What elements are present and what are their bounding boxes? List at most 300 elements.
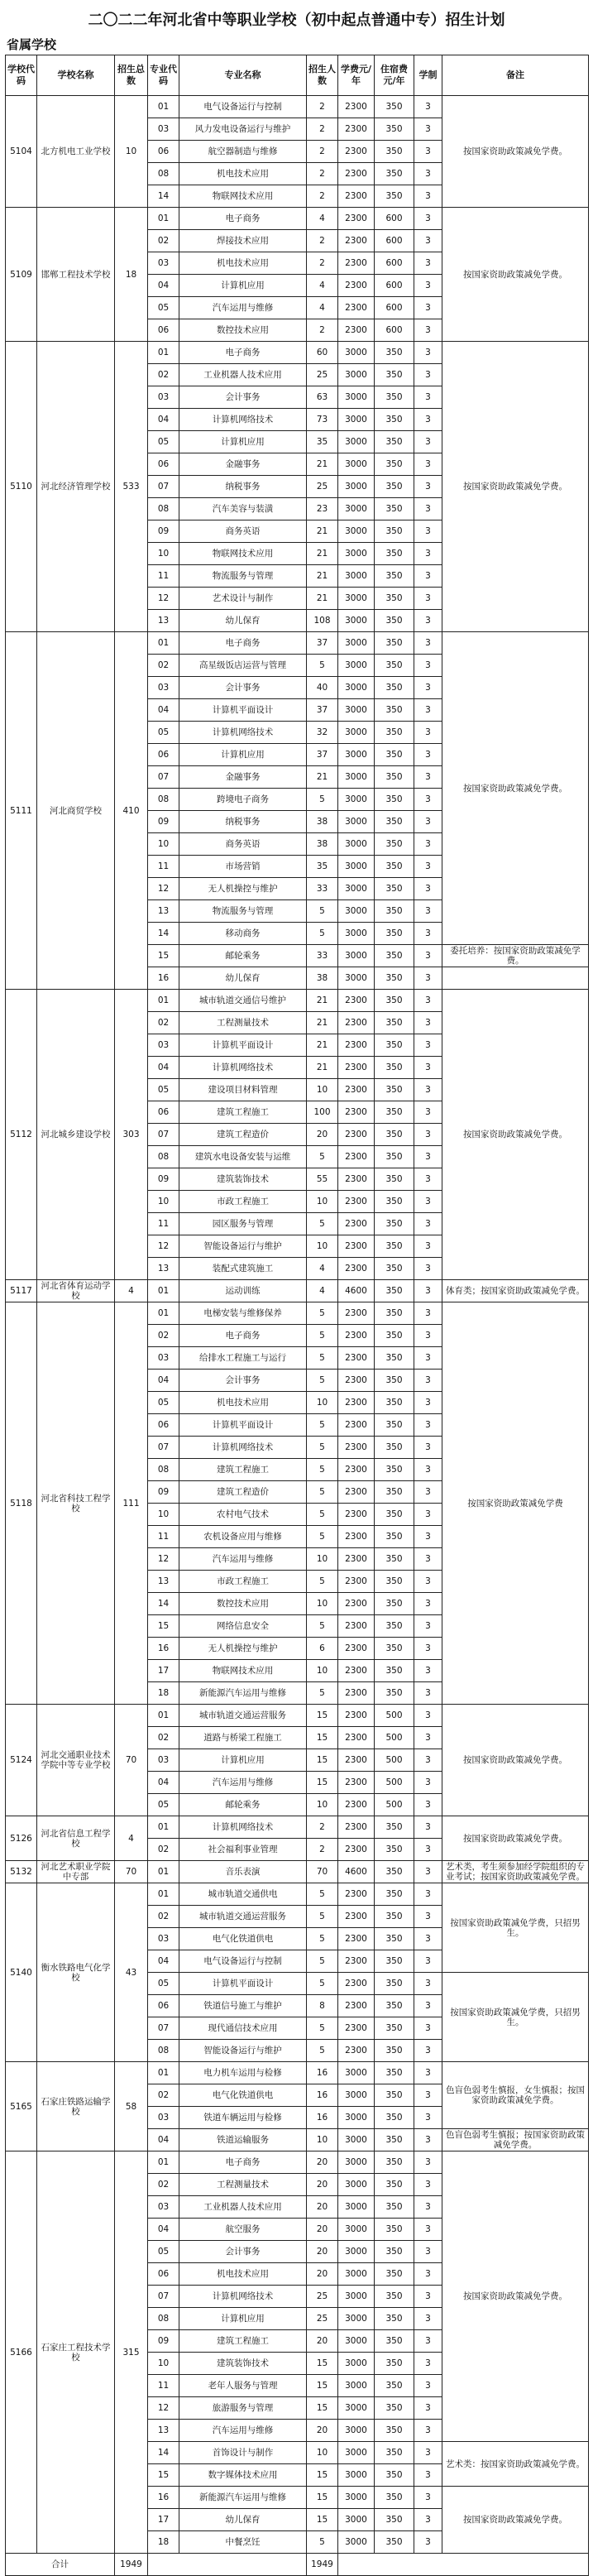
dorm-fee-cell: 350 xyxy=(375,1347,414,1370)
major-name-cell: 幼儿保育 xyxy=(179,2509,307,2531)
major-name-cell: 航空服务 xyxy=(179,2219,307,2241)
major-name-cell: 会计事务 xyxy=(179,386,307,409)
enroll-count-cell: 16 xyxy=(307,2084,338,2107)
enroll-count-cell: 20 xyxy=(307,2330,338,2353)
enroll-count-cell: 5 xyxy=(307,1459,338,1481)
dorm-fee-cell: 600 xyxy=(375,297,414,319)
enroll-count-cell: 10 xyxy=(307,1079,338,1101)
major-name-cell: 计算机应用 xyxy=(179,2308,307,2330)
duration-cell: 3 xyxy=(414,699,442,722)
major-code-cell: 08 xyxy=(148,2308,179,2330)
tuition-cell: 2300 xyxy=(338,1124,375,1146)
major-code-cell: 01 xyxy=(148,990,179,1012)
enroll-count-cell: 10 xyxy=(307,1191,338,1213)
tuition-cell: 2300 xyxy=(338,1191,375,1213)
major-name-cell: 音乐表演 xyxy=(179,1861,307,1883)
school-code-cell: 5111 xyxy=(6,632,37,990)
major-code-cell: 10 xyxy=(148,543,179,565)
dorm-fee-cell: 350 xyxy=(375,364,414,386)
duration-cell: 3 xyxy=(414,141,442,163)
major-name-cell: 现代通信技术应用 xyxy=(179,2017,307,2040)
major-code-cell: 02 xyxy=(148,1727,179,1749)
duration-cell: 3 xyxy=(414,163,442,185)
enroll-count-cell: 15 xyxy=(307,1749,338,1772)
major-code-cell: 06 xyxy=(148,744,179,766)
major-name-cell: 铁道信号施工与维护 xyxy=(179,1995,307,2017)
tuition-cell: 3000 xyxy=(338,588,375,610)
header-school-code: 学校代码 xyxy=(6,55,37,96)
major-name-cell: 汽车运用与维修 xyxy=(179,1548,307,1571)
major-code-cell: 09 xyxy=(148,2330,179,2353)
dorm-fee-cell: 350 xyxy=(375,1950,414,1973)
major-code-cell: 02 xyxy=(148,230,179,252)
enroll-count-cell: 2 xyxy=(307,319,338,342)
duration-cell: 3 xyxy=(414,2375,442,2397)
major-code-cell: 05 xyxy=(148,1392,179,1414)
note-cell: 按国家资助政策减免学费。 xyxy=(442,990,589,1280)
major-name-cell: 装配式建筑施工 xyxy=(179,1258,307,1280)
note-cell: 按国家资助政策减免学费。 xyxy=(442,342,589,632)
duration-cell: 3 xyxy=(414,1079,442,1101)
dorm-fee-cell: 350 xyxy=(375,520,414,543)
duration-cell: 3 xyxy=(414,766,442,789)
major-code-cell: 01 xyxy=(148,2062,179,2084)
enroll-count-cell: 21 xyxy=(307,766,338,789)
enroll-count-cell: 5 xyxy=(307,1213,338,1235)
major-code-cell: 02 xyxy=(148,2084,179,2107)
tuition-cell: 3000 xyxy=(338,364,375,386)
major-name-cell: 建筑工程施工 xyxy=(179,1459,307,1481)
tuition-cell: 3000 xyxy=(338,453,375,476)
major-name-cell: 铁道运输服务 xyxy=(179,2129,307,2151)
tuition-cell: 2300 xyxy=(338,1168,375,1191)
enroll-count-cell: 37 xyxy=(307,632,338,655)
total-label-cell: 合计 xyxy=(6,2554,115,2576)
tuition-cell: 2300 xyxy=(338,208,375,230)
tuition-cell: 2300 xyxy=(338,1079,375,1101)
tuition-cell: 2300 xyxy=(338,1213,375,1235)
table-row xyxy=(6,342,589,364)
dorm-fee-cell: 350 xyxy=(375,2442,414,2464)
tuition-cell: 2300 xyxy=(338,1548,375,1571)
school-total-cell: 4 xyxy=(115,1280,148,1302)
dorm-fee-cell: 350 xyxy=(375,2531,414,2554)
tuition-cell: 3000 xyxy=(338,2196,375,2219)
duration-cell: 3 xyxy=(414,1437,442,1459)
tuition-cell: 2300 xyxy=(338,1593,375,1615)
dorm-fee-cell: 350 xyxy=(375,1816,414,1839)
header-school-name: 学校名称 xyxy=(37,55,115,96)
dorm-fee-cell: 350 xyxy=(375,1526,414,1548)
major-name-cell: 市场营销 xyxy=(179,856,307,878)
enroll-count-cell: 16 xyxy=(307,2107,338,2129)
major-name-cell: 智能设备运行与维护 xyxy=(179,1235,307,1258)
dorm-fee-cell: 350 xyxy=(375,1660,414,1682)
tuition-cell: 3000 xyxy=(338,565,375,588)
duration-cell: 3 xyxy=(414,1682,442,1705)
enroll-count-cell: 5 xyxy=(307,1504,338,1526)
enroll-count-cell: 5 xyxy=(307,1906,338,1928)
major-code-cell: 05 xyxy=(148,1973,179,1995)
enroll-count-cell: 10 xyxy=(307,1235,338,1258)
major-code-cell: 01 xyxy=(148,96,179,118)
major-name-cell: 会计事务 xyxy=(179,1370,307,1392)
major-name-cell: 计算机网络技术 xyxy=(179,409,307,431)
major-name-cell: 计算机应用 xyxy=(179,275,307,297)
grand-total-cell: 1949 xyxy=(115,2554,148,2576)
school-name-cell: 石家庄铁路运输学校 xyxy=(37,2062,115,2151)
major-name-cell: 建筑工程施工 xyxy=(179,2330,307,2353)
tuition-cell: 3000 xyxy=(338,2487,375,2509)
major-code-cell: 15 xyxy=(148,945,179,967)
school-total-cell: 70 xyxy=(115,1705,148,1816)
major-name-cell: 建设项目材料管理 xyxy=(179,1079,307,1101)
note-cell: 按国家资助政策减免学费。 xyxy=(442,208,589,342)
table-row xyxy=(6,1302,589,1325)
major-code-cell: 11 xyxy=(148,565,179,588)
tuition-cell: 2300 xyxy=(338,230,375,252)
tuition-cell: 3000 xyxy=(338,2330,375,2353)
enroll-count-cell: 40 xyxy=(307,677,338,699)
dorm-fee-cell: 350 xyxy=(375,655,414,677)
school-name-cell: 石家庄工程技术学校 xyxy=(37,2151,115,2554)
duration-cell: 3 xyxy=(414,1213,442,1235)
dorm-fee-cell: 350 xyxy=(375,1213,414,1235)
dorm-fee-cell: 350 xyxy=(375,2420,414,2442)
major-code-cell: 14 xyxy=(148,2442,179,2464)
tuition-cell: 3000 xyxy=(338,2241,375,2263)
major-code-cell: 06 xyxy=(148,1101,179,1124)
major-code-cell: 08 xyxy=(148,498,179,520)
major-code-cell: 01 xyxy=(148,1280,179,1302)
major-name-cell: 物流服务与管理 xyxy=(179,900,307,923)
duration-cell: 3 xyxy=(414,1861,442,1883)
dorm-fee-cell: 500 xyxy=(375,1772,414,1794)
duration-cell: 3 xyxy=(414,230,442,252)
major-code-cell: 04 xyxy=(148,1370,179,1392)
enroll-count-cell: 2 xyxy=(307,1839,338,1861)
major-name-cell: 电梯安装与维修保养 xyxy=(179,1302,307,1325)
major-name-cell: 电气化铁道供电 xyxy=(179,1928,307,1950)
tuition-cell: 3000 xyxy=(338,945,375,967)
tuition-cell: 3000 xyxy=(338,431,375,453)
tuition-cell: 3000 xyxy=(338,744,375,766)
major-name-cell: 邮轮乘务 xyxy=(179,1794,307,1816)
duration-cell: 3 xyxy=(414,252,442,275)
tuition-cell: 2300 xyxy=(338,1705,375,1727)
dorm-fee-cell: 350 xyxy=(375,967,414,990)
major-code-cell: 05 xyxy=(148,297,179,319)
duration-cell: 3 xyxy=(414,1593,442,1615)
tuition-cell: 3000 xyxy=(338,2375,375,2397)
enroll-count-cell: 55 xyxy=(307,1168,338,1191)
enroll-count-cell: 21 xyxy=(307,543,338,565)
major-name-cell: 工业机器人技术应用 xyxy=(179,364,307,386)
tuition-cell: 2300 xyxy=(338,1414,375,1437)
duration-cell: 3 xyxy=(414,2017,442,2040)
enroll-count-cell: 2 xyxy=(307,230,338,252)
school-name-cell: 河北省信息工程学校 xyxy=(37,1816,115,1861)
major-name-cell: 航空器制造与维修 xyxy=(179,141,307,163)
major-code-cell: 12 xyxy=(148,2397,179,2420)
major-name-cell: 建筑工程施工 xyxy=(179,1101,307,1124)
enroll-count-cell: 38 xyxy=(307,967,338,990)
major-name-cell: 纳税事务 xyxy=(179,476,307,498)
note-cell: 按国家资助政策减免学费。 xyxy=(442,2151,589,2442)
duration-cell: 3 xyxy=(414,1816,442,1839)
enroll-count-cell: 16 xyxy=(307,2062,338,2084)
school-code-cell: 5126 xyxy=(6,1816,37,1861)
tuition-cell: 3000 xyxy=(338,722,375,744)
dorm-fee-cell: 350 xyxy=(375,2353,414,2375)
duration-cell: 3 xyxy=(414,2196,442,2219)
duration-cell: 3 xyxy=(414,1392,442,1414)
major-name-cell: 电气化铁道供电 xyxy=(179,2084,307,2107)
dorm-fee-cell: 350 xyxy=(375,2062,414,2084)
major-code-cell: 04 xyxy=(148,1057,179,1079)
tuition-cell: 3000 xyxy=(338,811,375,833)
duration-cell: 3 xyxy=(414,297,442,319)
duration-cell: 3 xyxy=(414,1504,442,1526)
enroll-count-cell: 15 xyxy=(307,2464,338,2487)
dorm-fee-cell: 350 xyxy=(375,856,414,878)
duration-cell: 3 xyxy=(414,990,442,1012)
dorm-fee-cell: 350 xyxy=(375,2174,414,2196)
major-name-cell: 电气设备运行与控制 xyxy=(179,1950,307,1973)
major-code-cell: 13 xyxy=(148,900,179,923)
tuition-cell: 3000 xyxy=(338,2129,375,2151)
duration-cell: 3 xyxy=(414,476,442,498)
dorm-fee-cell: 350 xyxy=(375,699,414,722)
enroll-count-cell: 70 xyxy=(307,1861,338,1883)
major-name-cell: 建筑水电设备安装与运维 xyxy=(179,1146,307,1168)
header-major-name: 专业名称 xyxy=(179,55,307,96)
enroll-count-cell: 5 xyxy=(307,2531,338,2554)
tuition-cell: 3000 xyxy=(338,2509,375,2531)
tuition-cell: 3000 xyxy=(338,856,375,878)
dorm-fee-cell: 350 xyxy=(375,1168,414,1191)
major-code-cell: 03 xyxy=(148,1347,179,1370)
major-name-cell: 汽车运用与维修 xyxy=(179,1772,307,1794)
tuition-cell: 3000 xyxy=(338,2174,375,2196)
duration-cell: 3 xyxy=(414,1883,442,1906)
enroll-count-cell: 5 xyxy=(307,1682,338,1705)
tuition-cell: 2300 xyxy=(338,1504,375,1526)
tuition-cell: 3000 xyxy=(338,520,375,543)
major-code-cell: 01 xyxy=(148,1302,179,1325)
tuition-cell: 3000 xyxy=(338,2464,375,2487)
major-code-cell: 10 xyxy=(148,1504,179,1526)
dorm-fee-cell: 350 xyxy=(375,2219,414,2241)
enroll-count-cell: 5 xyxy=(307,1437,338,1459)
enroll-count-cell: 21 xyxy=(307,990,338,1012)
major-code-cell: 03 xyxy=(148,1749,179,1772)
header-note: 备注 xyxy=(442,55,589,96)
tuition-cell: 3000 xyxy=(338,2286,375,2308)
enroll-count-cell: 38 xyxy=(307,811,338,833)
enroll-count-cell: 5 xyxy=(307,789,338,811)
school-code-cell: 5104 xyxy=(6,96,37,208)
school-total-cell: 70 xyxy=(115,1861,148,1883)
dorm-fee-cell: 350 xyxy=(375,632,414,655)
duration-cell: 3 xyxy=(414,1057,442,1079)
tuition-cell: 2300 xyxy=(338,2040,375,2062)
major-code-cell: 03 xyxy=(148,118,179,141)
tuition-cell: 2300 xyxy=(338,1302,375,1325)
tuition-cell: 2300 xyxy=(338,319,375,342)
major-name-cell: 电力机车运用与检修 xyxy=(179,2062,307,2084)
major-name-cell: 给排水工程施工与运行 xyxy=(179,1347,307,1370)
table-row xyxy=(6,208,589,230)
major-name-cell: 计算机网络技术 xyxy=(179,2286,307,2308)
empty-cell xyxy=(338,2554,589,2576)
major-code-cell: 16 xyxy=(148,1638,179,1660)
enroll-count-cell: 35 xyxy=(307,856,338,878)
major-name-cell: 城市轨道交通运营服务 xyxy=(179,1906,307,1928)
major-name-cell: 工业机器人技术应用 xyxy=(179,2196,307,2219)
enroll-count-cell: 8 xyxy=(307,1995,338,2017)
enroll-count-cell: 20 xyxy=(307,1124,338,1146)
dorm-fee-cell: 350 xyxy=(375,2375,414,2397)
major-code-cell: 03 xyxy=(148,1034,179,1057)
enroll-count-cell: 5 xyxy=(307,923,338,945)
header-total: 招生总数 xyxy=(115,55,148,96)
note-cell: 按国家资助政策减免学费。 xyxy=(442,1705,589,1816)
tuition-cell: 3000 xyxy=(338,342,375,364)
enroll-count-cell: 20 xyxy=(307,2151,338,2174)
major-code-cell: 03 xyxy=(148,677,179,699)
dorm-fee-cell: 350 xyxy=(375,1906,414,1928)
enroll-count-cell: 15 xyxy=(307,1772,338,1794)
dorm-fee-cell: 350 xyxy=(375,990,414,1012)
duration-cell: 3 xyxy=(414,208,442,230)
enroll-count-cell: 21 xyxy=(307,1034,338,1057)
major-code-cell: 04 xyxy=(148,2219,179,2241)
dorm-fee-cell: 350 xyxy=(375,744,414,766)
major-name-cell: 园区服务与管理 xyxy=(179,1213,307,1235)
major-name-cell: 首饰设计与制作 xyxy=(179,2442,307,2464)
document-title: 二〇二二年河北省中等职业学校（初中起点普通中专）招生计划 xyxy=(88,12,505,29)
note-cell: 按国家资助政策减免学费 xyxy=(442,1302,589,1705)
note-cell: 按国家资助政策减免学费。 xyxy=(442,96,589,208)
major-code-cell: 01 xyxy=(148,2151,179,2174)
major-name-cell: 计算机平面设计 xyxy=(179,699,307,722)
major-code-cell: 07 xyxy=(148,2017,179,2040)
tuition-cell: 2300 xyxy=(338,96,375,118)
duration-cell: 3 xyxy=(414,1191,442,1213)
tuition-cell: 2300 xyxy=(338,1459,375,1481)
dorm-fee-cell: 350 xyxy=(375,1325,414,1347)
major-name-cell: 建筑工程造价 xyxy=(179,1481,307,1504)
enroll-count-cell: 2 xyxy=(307,1816,338,1839)
tuition-cell: 3000 xyxy=(338,833,375,856)
major-code-cell: 14 xyxy=(148,1593,179,1615)
major-code-cell: 14 xyxy=(148,185,179,208)
duration-cell: 3 xyxy=(414,2040,442,2062)
tuition-cell: 3000 xyxy=(338,610,375,632)
tuition-cell: 3000 xyxy=(338,2442,375,2464)
duration-cell: 3 xyxy=(414,722,442,744)
major-name-cell: 市政工程施工 xyxy=(179,1571,307,1593)
major-name-cell: 商务英语 xyxy=(179,520,307,543)
major-code-cell: 08 xyxy=(148,1459,179,1481)
duration-cell: 3 xyxy=(414,1258,442,1280)
duration-cell: 3 xyxy=(414,744,442,766)
school-total-cell: 18 xyxy=(115,208,148,342)
school-name-cell: 衡水铁路电气化学校 xyxy=(37,1883,115,2062)
enroll-count-cell: 15 xyxy=(307,1705,338,1727)
duration-cell: 3 xyxy=(414,1772,442,1794)
major-code-cell: 15 xyxy=(148,2464,179,2487)
school-code-cell: 5165 xyxy=(6,2062,37,2151)
major-name-cell: 艺术设计与制作 xyxy=(179,588,307,610)
enroll-count-cell: 2 xyxy=(307,185,338,208)
major-code-cell: 04 xyxy=(148,1772,179,1794)
major-code-cell: 01 xyxy=(148,632,179,655)
enroll-count-cell: 6 xyxy=(307,1638,338,1660)
duration-cell: 3 xyxy=(414,409,442,431)
header-major-code: 专业代码 xyxy=(148,55,179,96)
tuition-cell: 3000 xyxy=(338,632,375,655)
note-cell: 艺术类，考生须参加经学院组织的专业考试；按国家资助政策减免学费。 xyxy=(442,1861,589,1883)
dorm-fee-cell: 350 xyxy=(375,610,414,632)
duration-cell: 3 xyxy=(414,2219,442,2241)
duration-cell: 3 xyxy=(414,1705,442,1727)
major-code-cell: 18 xyxy=(148,2531,179,2554)
major-name-cell: 旅游服务与管理 xyxy=(179,2397,307,2420)
duration-cell: 3 xyxy=(414,2286,442,2308)
tuition-cell: 2300 xyxy=(338,1057,375,1079)
school-total-cell: 4 xyxy=(115,1816,148,1861)
major-code-cell: 01 xyxy=(148,208,179,230)
tuition-cell: 2300 xyxy=(338,1146,375,1168)
duration-cell: 3 xyxy=(414,2420,442,2442)
enroll-count-cell: 60 xyxy=(307,342,338,364)
dorm-fee-cell: 350 xyxy=(375,1235,414,1258)
dorm-fee-cell: 350 xyxy=(375,1459,414,1481)
major-code-cell: 09 xyxy=(148,1168,179,1191)
dorm-fee-cell: 350 xyxy=(375,1414,414,1437)
duration-cell: 3 xyxy=(414,2174,442,2196)
tuition-cell: 2300 xyxy=(338,1481,375,1504)
duration-cell: 3 xyxy=(414,118,442,141)
dorm-fee-cell: 350 xyxy=(375,1280,414,1302)
dorm-fee-cell: 350 xyxy=(375,342,414,364)
note-cell: 按国家资助政策减免学费，只招男生。 xyxy=(442,1973,589,2062)
duration-cell: 3 xyxy=(414,386,442,409)
school-total-cell: 111 xyxy=(115,1302,148,1705)
major-name-cell: 机电技术应用 xyxy=(179,1392,307,1414)
dorm-fee-cell: 600 xyxy=(375,275,414,297)
major-name-cell: 机电技术应用 xyxy=(179,2263,307,2286)
tuition-cell: 2300 xyxy=(338,1258,375,1280)
enroll-count-cell: 21 xyxy=(307,565,338,588)
major-name-cell: 智能设备运行与维护 xyxy=(179,2040,307,2062)
dorm-fee-cell: 350 xyxy=(375,96,414,118)
enroll-count-cell: 21 xyxy=(307,453,338,476)
major-code-cell: 04 xyxy=(148,1950,179,1973)
enroll-count-cell: 20 xyxy=(307,2174,338,2196)
table-body xyxy=(6,96,589,2576)
enroll-count-cell: 15 xyxy=(307,1727,338,1749)
dorm-fee-cell: 350 xyxy=(375,1124,414,1146)
major-name-cell: 高星级饭店运营与管理 xyxy=(179,655,307,677)
tuition-cell: 3000 xyxy=(338,967,375,990)
major-code-cell: 04 xyxy=(148,275,179,297)
school-total-cell: 43 xyxy=(115,1883,148,2062)
note-cell: 按国家资助政策减免学费，只招男生。 xyxy=(442,1883,589,1973)
major-name-cell: 建筑装饰技术 xyxy=(179,1168,307,1191)
